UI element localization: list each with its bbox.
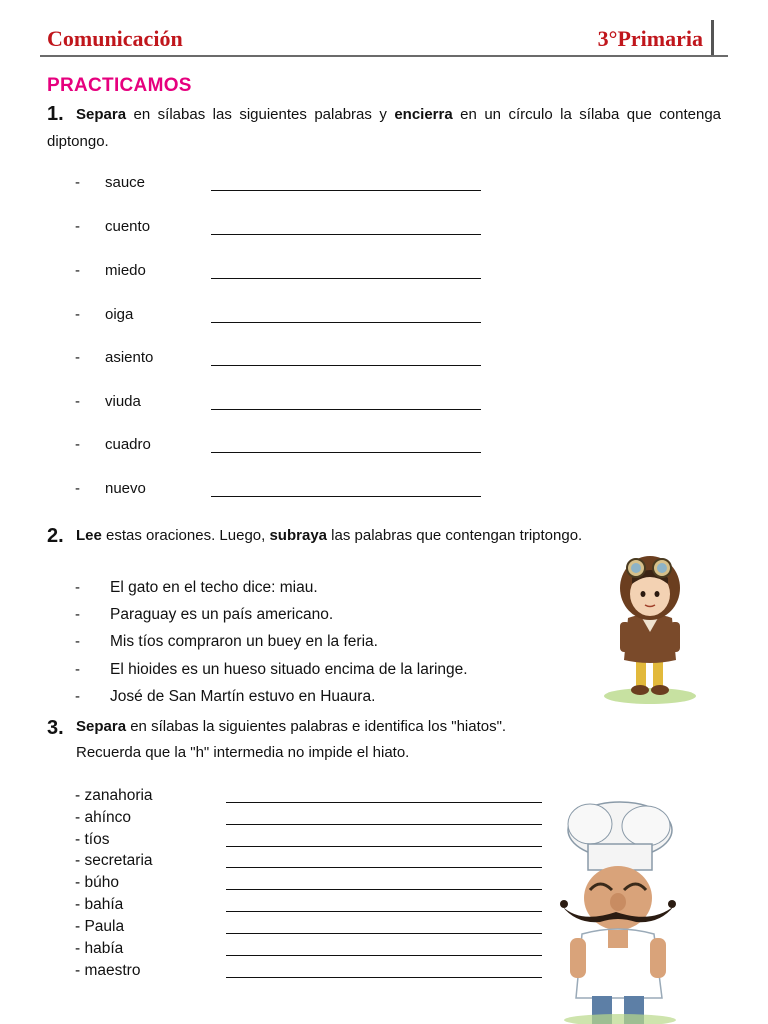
exercise-3-note: Recuerda que la "h" intermedia no impide el hiato. [76, 744, 410, 761]
answer-line[interactable] [211, 190, 481, 191]
sentence-item: Paraguay es un país americano. [110, 606, 334, 623]
word-item: cuadro [105, 436, 151, 453]
exercise-2-number: 2. [47, 525, 64, 547]
list-dash: - [75, 480, 80, 497]
answer-line[interactable] [226, 977, 542, 978]
exercise-3-number: 3. [47, 717, 64, 739]
answer-line[interactable] [226, 889, 542, 890]
instruction-text: las palabras que contengan triptongo. [327, 527, 583, 544]
word-item: sauce [105, 174, 146, 191]
word-item: asiento [105, 349, 154, 366]
verb-separa: Separa [76, 718, 127, 735]
list-dash: - [75, 579, 80, 596]
sentence-item: El gato en el techo dice: miau. [110, 579, 318, 596]
answer-line[interactable] [211, 234, 481, 235]
list-dash: - [75, 218, 80, 235]
answer-line[interactable] [211, 496, 481, 497]
grade-title: 3°Primaria [597, 26, 703, 51]
exercise-1-instruction [47, 101, 721, 155]
sentence-item: José de San Martín estuvo en Huaura. [110, 688, 376, 705]
word-item: - ahínco [75, 809, 132, 826]
list-dash: - [75, 688, 80, 705]
answer-line[interactable] [226, 933, 542, 934]
word-item: - maestro [75, 962, 141, 979]
verb-separa: Separa [76, 106, 127, 123]
answer-line[interactable] [211, 409, 481, 410]
sentence-item: Mis tíos compraron un buey en la feria. [110, 633, 378, 650]
word-item: cuento [105, 218, 151, 235]
answer-line[interactable] [226, 867, 542, 868]
section-title: PRACTICAMOS [47, 75, 192, 96]
answer-line[interactable] [226, 911, 542, 912]
word-item: - secretaria [75, 852, 153, 869]
chef-illustration [550, 798, 690, 1024]
word-item: oiga [105, 306, 134, 323]
answer-line[interactable] [211, 322, 481, 323]
aviator-girl-illustration [598, 548, 706, 708]
exercise-3-instruction [76, 713, 696, 740]
answer-line[interactable] [226, 802, 542, 803]
header-rule [40, 55, 728, 57]
list-dash: - [75, 393, 80, 410]
list-dash: - [75, 306, 80, 323]
word-item: - zanahoria [75, 787, 153, 804]
instruction-text: en un círculo la sílaba que contenga diptongo. [47, 106, 721, 150]
header-divider [711, 20, 714, 57]
word-item: - tíos [75, 831, 110, 848]
exercise-2-instruction [76, 522, 676, 549]
subject-title: Comunicación [47, 26, 183, 51]
word-item: nuevo [105, 480, 146, 497]
sentence-item: El hioides es un hueso situado encima de la laringe. [110, 661, 468, 678]
list-dash: - [75, 661, 80, 678]
list-dash: - [75, 606, 80, 623]
answer-line[interactable] [226, 955, 542, 956]
list-dash: - [75, 174, 80, 191]
word-item: - bahía [75, 896, 124, 913]
word-item: viuda [105, 393, 141, 410]
instruction-text: en sílabas las siguientes palabras y [126, 106, 395, 123]
instruction-text: en sílabas la siguientes palabras e identifica los "hiatos". [126, 718, 507, 735]
answer-line[interactable] [211, 365, 481, 366]
word-item: miedo [105, 262, 146, 279]
list-dash: - [75, 633, 80, 650]
instruction-text: estas oraciones. Luego, [101, 527, 270, 544]
list-dash: - [75, 349, 80, 366]
word-item: - había [75, 940, 124, 957]
verb-subraya: subraya [269, 527, 328, 544]
list-dash: - [75, 436, 80, 453]
verb-lee: Lee [76, 527, 102, 544]
answer-line[interactable] [211, 452, 481, 453]
word-item: - búho [75, 874, 119, 891]
exercise-1-number: 1. [47, 103, 64, 125]
answer-line[interactable] [226, 824, 542, 825]
answer-line[interactable] [226, 846, 542, 847]
verb-encierra: encierra [394, 106, 453, 123]
word-item: - Paula [75, 918, 125, 935]
list-dash: - [75, 262, 80, 279]
answer-line[interactable] [211, 278, 481, 279]
